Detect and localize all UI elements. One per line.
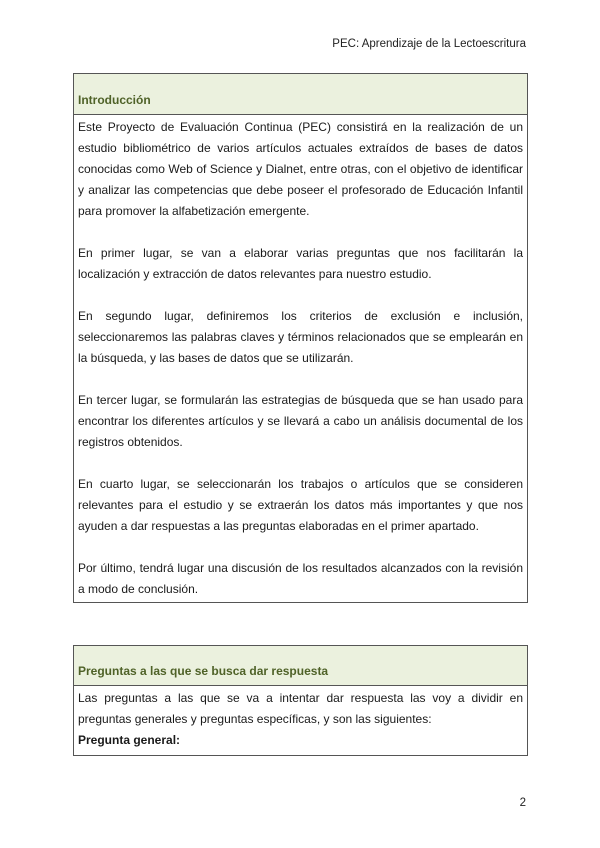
intro-paragraph-5: En cuarto lugar, se seleccionarán los trabajos o artículos que se consideren relevantes para el estudio y se extraerán los datos más importantes y que nos ayuden a dar respuestas a las preguntas elaboradas en el primer apartado. [78,477,523,533]
preguntas-heading: Preguntas a las que se busca dar respuesta [74,646,527,686]
pregunta-general-label: Pregunta general: [78,733,181,747]
page-number: 2 [519,797,526,809]
intro-section [73,73,528,603]
intro-paragraph-2: En primer lugar, se van a elaborar varias preguntas que nos facilitarán la localización y extracción de datos relevantes para nuestro estudio. [78,246,523,281]
intro-heading: Introducción [74,74,527,115]
intro-paragraph-4: En tercer lugar, se formularán las estrategias de búsqueda que se han usado para encontrar los diferentes artículos y se llevará a cabo un análisis documental de los registros obtenidos. [78,393,523,449]
intro-body [74,115,527,602]
page-header: PEC: Aprendizaje de la Lectoescritura [332,38,526,50]
preguntas-section [73,645,528,756]
preguntas-paragraph: Las preguntas a las que se va a intentar dar respuesta las voy a dividir en preguntas generales y preguntas específicas, y son las siguientes: [78,691,523,726]
intro-paragraph-3: En segundo lugar, definiremos los criterios de exclusión e inclusión, seleccionaremos las palabras claves y términos relacionados que se emplearán en la búsqueda, y las bases de datos que se utilizarán. [78,309,523,365]
preguntas-body [74,686,527,755]
intro-paragraph-1: Este Proyecto de Evaluación Continua (PEC) consistirá en la realización de un estudio bibliométrico de varios artículos actuales extraídos de bases de datos conocidas como Web of Science y Dialnet, entre otras, con el objetivo de identificar y analizar las competencias que debe poseer el profesorado de Educación Infantil para promover la alfabetización emergente. [78,120,523,218]
intro-paragraph-6: Por último, tendrá lugar una discusión de los resultados alcanzados con la revisión a modo de conclusión. [78,561,523,596]
